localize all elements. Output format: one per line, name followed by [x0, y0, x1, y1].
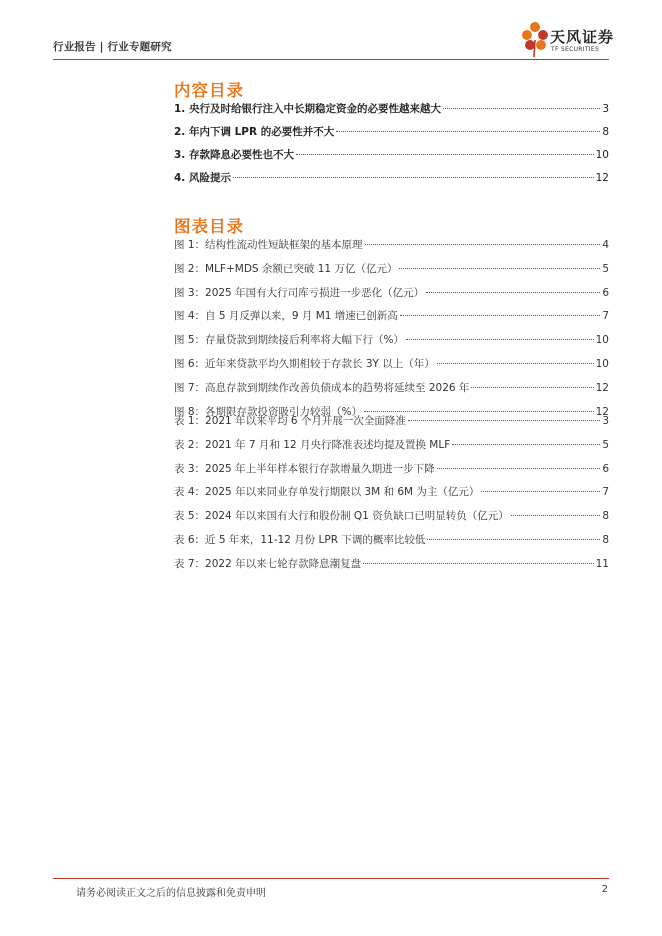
figure-item[interactable] — [174, 261, 609, 285]
contents-title: 内容目录 — [174, 81, 244, 100]
leader-dots — [365, 244, 601, 245]
leader-dots — [336, 131, 600, 132]
figure-item-label: 图 8：各期限存款投资吸引力较弱（%） — [174, 405, 362, 418]
figure-item-page: 5 — [602, 262, 609, 275]
toc-item-page: 8 — [602, 126, 609, 138]
figures-list — [174, 237, 609, 427]
table-item-label: 表 5：2024 年以来国有大行和股份制 Q1 资负缺口已明显转负（亿元） — [174, 510, 509, 523]
figure-item-label: 图 2：MLF+MDS 余额已突破 11 万亿（亿元） — [174, 262, 398, 275]
table-item[interactable] — [174, 437, 609, 461]
table-item-page: 3 — [602, 415, 609, 427]
toc-item-label: 2. 年内下调 LPR 的必要性并不大 — [174, 126, 335, 138]
leader-dots — [437, 363, 594, 364]
leader-dots — [296, 154, 594, 155]
leader-dots — [443, 108, 600, 109]
leader-dots — [471, 387, 593, 388]
table-item-page: 6 — [602, 462, 609, 475]
table-item-page: 8 — [602, 510, 609, 523]
table-item-page: 11 — [595, 557, 609, 570]
page-number: 2 — [601, 884, 608, 895]
leader-dots — [437, 468, 601, 469]
figure-item-label: 图 7：高息存款到期续作改善负债成本的趋势将延续至 2026 年 — [174, 381, 470, 394]
figure-item-page: 4 — [602, 239, 609, 251]
table-item[interactable] — [174, 556, 609, 580]
logo-flower-icon — [520, 20, 550, 58]
figures-title: 图表目录 — [174, 217, 244, 236]
leader-dots — [400, 315, 601, 316]
leader-dots — [363, 563, 594, 564]
toc-item-label: 4. 风险提示 — [174, 172, 231, 184]
footer-divider — [53, 878, 609, 879]
figure-item-label: 图 6：近年来贷款平均久期相较于存款长 3Y 以上（年） — [174, 357, 435, 370]
leader-dots — [408, 420, 600, 421]
table-item-label: 表 7：2022 年以来七轮存款降息潮复盘 — [174, 557, 362, 570]
contents-list — [174, 101, 609, 193]
logo-chinese-name: 天风证券 — [550, 28, 615, 46]
table-item-label: 表 6：近 5 年来，11-12 月份 LPR 下调的概率比较低 — [174, 533, 426, 546]
leader-dots — [399, 268, 600, 269]
leader-dots — [406, 339, 594, 340]
toc-item-page: 12 — [595, 172, 609, 184]
table-item-label: 表 4：2025 年以来同业存单发行期限以 3M 和 6M 为主（亿元） — [174, 486, 480, 499]
table-item-page: 5 — [602, 438, 609, 451]
report-category: 行业报告 | 行业专题研究 — [53, 41, 172, 53]
table-item-page: 8 — [602, 533, 609, 546]
leader-dots — [427, 539, 600, 540]
company-logo — [520, 20, 615, 58]
figure-item-label: 图 5：存量贷款到期续接后利率将大幅下行（%） — [174, 334, 404, 347]
figure-item-page: 12 — [595, 405, 609, 418]
figure-item[interactable] — [174, 332, 609, 356]
table-item-page: 7 — [602, 486, 609, 499]
toc-item-page: 10 — [595, 149, 609, 161]
tables-list — [174, 413, 609, 580]
figure-item-page: 12 — [595, 381, 609, 394]
figure-item-page: 6 — [602, 286, 609, 299]
table-item[interactable] — [174, 484, 609, 508]
leader-dots — [452, 444, 600, 445]
toc-item-page: 3 — [602, 103, 609, 115]
table-item[interactable] — [174, 461, 609, 485]
table-item[interactable] — [174, 413, 609, 437]
leader-dots — [364, 411, 594, 412]
figure-item[interactable] — [174, 308, 609, 332]
leader-dots — [511, 515, 601, 516]
figure-item-label: 图 4：自 5 月反弹以来，9 月 M1 增速已创新高 — [174, 310, 398, 323]
header-divider — [53, 59, 609, 60]
leader-dots — [426, 292, 600, 293]
table-item-label: 表 1：2021 年以来平均 6 个月开展一次全面降准 — [174, 415, 406, 427]
logo-english-name: TF SECURITIES — [551, 46, 600, 53]
toc-item[interactable] — [174, 170, 609, 193]
table-item[interactable] — [174, 508, 609, 532]
leader-dots — [233, 177, 594, 178]
table-item-label: 表 2：2021 年 7 月和 12 月央行降准表述均提及置换 MLF — [174, 438, 451, 451]
toc-item[interactable] — [174, 101, 609, 124]
figure-item-page: 10 — [595, 334, 609, 347]
figure-item[interactable] — [174, 285, 609, 309]
toc-item[interactable] — [174, 147, 609, 170]
figure-item[interactable] — [174, 356, 609, 380]
figure-item-page: 7 — [602, 310, 609, 323]
figure-item-page: 10 — [595, 357, 609, 370]
table-item[interactable] — [174, 532, 609, 556]
figure-item-label: 图 1：结构性流动性短缺框架的基本原理 — [174, 239, 363, 251]
table-item-label: 表 3：2025 年上半年样本银行存款增量久期进一步下降 — [174, 462, 435, 475]
toc-item[interactable] — [174, 124, 609, 147]
figure-item[interactable] — [174, 380, 609, 404]
footer-disclaimer: 请务必阅读正文之后的信息披露和免责申明 — [76, 888, 266, 899]
figure-item[interactable] — [174, 237, 609, 261]
toc-item-label: 3. 存款降息必要性也不大 — [174, 149, 294, 161]
leader-dots — [481, 491, 600, 492]
figure-item-label: 图 3：2025 年国有大行司库亏损进一步恶化（亿元） — [174, 286, 425, 299]
toc-item-label: 1. 央行及时给银行注入中长期稳定资金的必要性越来越大 — [174, 103, 441, 115]
